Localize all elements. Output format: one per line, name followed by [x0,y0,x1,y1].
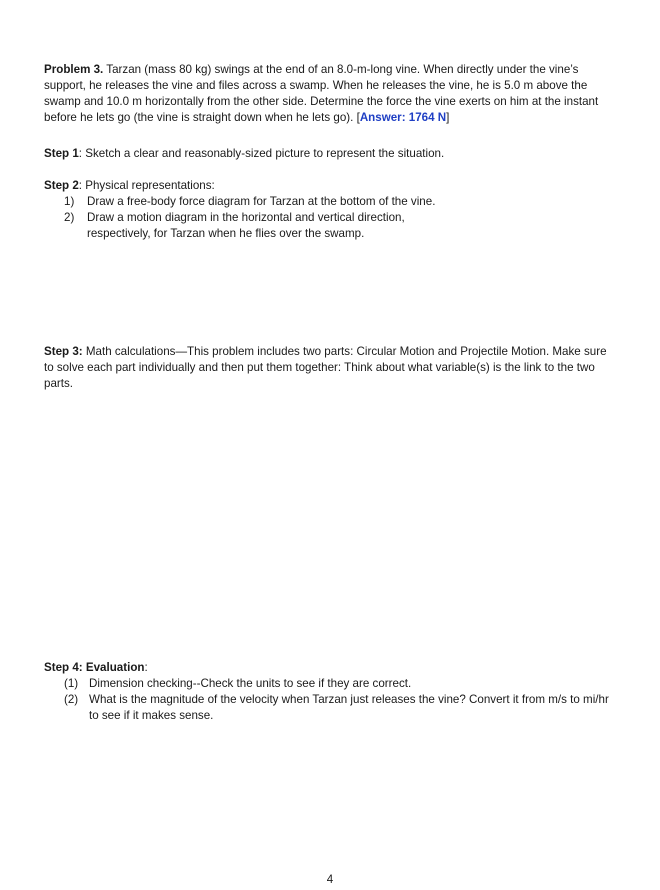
step-4-heading [44,660,614,676]
step-1-text: : Sketch a clear and reasonably-sized picture to represent the situation. [78,147,445,160]
answer-value: Answer: 1764 N [359,111,447,124]
list-item-text: Dimension checking--Check the units to see if they are correct. [89,677,412,690]
step-3 [44,344,614,392]
step-4-list [64,676,614,724]
page-number: 4 [326,873,334,886]
step-4-colon: : [144,661,148,674]
step-2-label: Step 2 [44,179,79,192]
step-3-text: Math calculations—This problem includes two parts: Circular Motion and Projectile Motion. Make sure to solve each part individually and then put them together: Think about what variable(s) is the link to the two parts. [44,345,607,390]
step-4 [44,660,614,724]
problem-text: Tarzan (mass 80 kg) swings at the end of an 8.0-m-long vine. When directly under the vine’s support, he releases the vine and files across a swamp. When he releases the vine, he is 5.0 m above the swamp and 10.0 m horizontally from the other side. Determine the force the vine exerts on him at the instant before he lets go (the vine is straight down when he lets go). [44,63,599,124]
list-item-text: What is the magnitude of the velocity when Tarzan just releases the vine? Convert it from m/s to mi/hr to see if it makes sense. [89,693,609,722]
list-item-text: Draw a motion diagram in the horizontal and vertical direction, respectively, for Tarzan when he flies over the swamp. [87,211,405,240]
step-2 [44,178,614,242]
list-item [64,210,447,242]
step-2-list [64,194,614,242]
answer-open-bracket: [ [356,111,360,124]
step-4-label: Step 4: Evaluation [44,661,145,674]
step-2-heading [44,178,614,194]
list-item [64,676,614,692]
step-1-label: Step 1 [44,147,79,160]
list-item-number: 2) [64,211,75,224]
problem-label: Problem 3. [44,63,104,76]
list-item [64,194,614,210]
step-3-label: Step 3: [44,345,83,358]
list-item-text: Draw a free-body force diagram for Tarzan at the bottom of the vine. [87,195,436,208]
list-item-number: (2) [64,693,79,706]
list-item-number: 1) [64,195,75,208]
list-item [64,692,614,724]
step-2-text: : Physical representations: [78,179,215,192]
problem-statement [44,62,614,126]
list-item-number: (1) [64,677,79,690]
step-1 [44,146,614,162]
answer-close-bracket: ] [446,111,450,124]
